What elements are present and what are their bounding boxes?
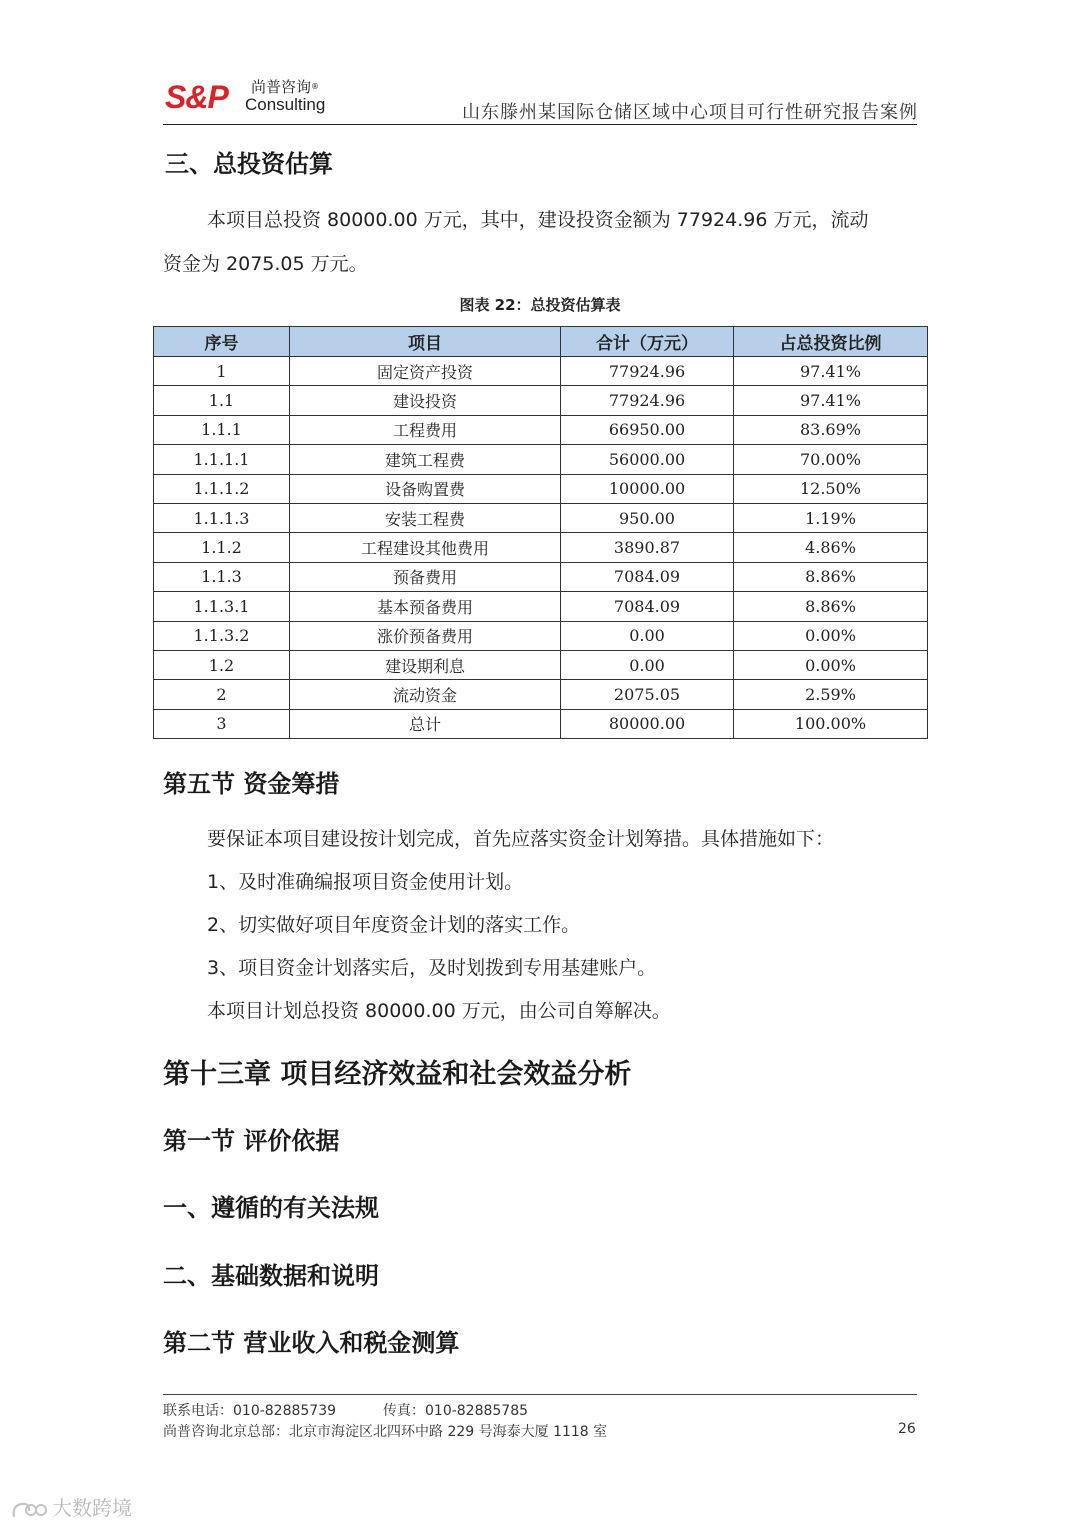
- row-item: 设备购置费: [290, 474, 561, 503]
- row-amount: 3890.87: [561, 533, 734, 562]
- document-title: 山东滕州某国际仓储区域中心项目可行性研究报告案例: [462, 102, 918, 123]
- table-row: [154, 562, 928, 591]
- list-item: 1、及时准确编报项目资金使用计划。: [207, 871, 524, 893]
- investment-table: [153, 326, 928, 739]
- row-amount: 7084.09: [561, 592, 734, 621]
- footer-phone: 联系电话：010-82885739: [163, 1403, 337, 1419]
- table-row: [154, 386, 928, 415]
- row-amount: 77924.96: [561, 386, 734, 415]
- row-item: 工程费用: [290, 415, 561, 444]
- row-share: 97.41%: [734, 357, 928, 386]
- table-header-row: [154, 327, 928, 357]
- registered-mark: ®: [311, 82, 320, 91]
- subsection-heading: 一、遵循的有关法规: [163, 1194, 379, 1222]
- table-row: [154, 650, 928, 679]
- table-row: [154, 680, 928, 709]
- row-share: 0.00%: [734, 650, 928, 679]
- section-heading-funding: 第五节 资金筹措: [163, 770, 340, 798]
- watermark: [10, 1492, 132, 1521]
- row-item: 预备费用: [290, 562, 561, 591]
- logo-english-name: Consulting: [245, 95, 326, 114]
- section-heading: 第一节 评价依据: [163, 1127, 340, 1155]
- row-amount: 2075.05: [561, 680, 734, 709]
- section-heading-investment: 三、总投资估算: [165, 150, 333, 178]
- list-item: 2、切实做好项目年度资金计划的落实工作。: [207, 914, 581, 936]
- paragraph-line: 资金为 2075.05 万元。: [163, 253, 368, 275]
- row-number: 1.1.2: [154, 533, 290, 562]
- row-item: 建设期利息: [290, 650, 561, 679]
- column-header: 序号: [154, 327, 290, 357]
- row-number: 1.1.3: [154, 562, 290, 591]
- row-amount: 66950.00: [561, 415, 734, 444]
- row-item: 流动资金: [290, 680, 561, 709]
- footer-address: 尚普咨询北京总部：北京市海淀区北四环中路 229 号海泰大厦 1118 室: [163, 1424, 608, 1440]
- row-number: 1: [154, 357, 290, 386]
- row-item: 总计: [290, 709, 561, 738]
- row-item: 建筑工程费: [290, 445, 561, 474]
- column-header: 占总投资比例: [734, 327, 928, 357]
- row-share: 0.00%: [734, 621, 928, 650]
- paragraph-line: 本项目计划总投资 80000.00 万元，由公司自筹解决。: [207, 1000, 671, 1022]
- table-row: [154, 709, 928, 738]
- paragraph-line: 要保证本项目建设按计划完成，首先应落实资金计划筹措。具体措施如下：: [207, 828, 835, 850]
- row-number: 1.1.1.3: [154, 503, 290, 532]
- header-divider: [163, 124, 917, 125]
- section-heading: 第二节 营业收入和税金测算: [163, 1329, 460, 1357]
- row-amount: 80000.00: [561, 709, 734, 738]
- row-number: 1.1.3.1: [154, 592, 290, 621]
- row-item: 涨价预备费用: [290, 621, 561, 650]
- column-header: 项目: [290, 327, 561, 357]
- row-share: 100.00%: [734, 709, 928, 738]
- row-number: 2: [154, 680, 290, 709]
- company-logo: [165, 78, 335, 118]
- row-share: 12.50%: [734, 474, 928, 503]
- page-number: 26: [898, 1421, 916, 1437]
- row-number: 3: [154, 709, 290, 738]
- row-number: 1.1.3.2: [154, 621, 290, 650]
- row-amount: 77924.96: [561, 357, 734, 386]
- table-row: [154, 621, 928, 650]
- row-item: 基本预备费用: [290, 592, 561, 621]
- row-number: 1.2: [154, 650, 290, 679]
- row-number: 1.1: [154, 386, 290, 415]
- table-row: [154, 445, 928, 474]
- table-body: [154, 357, 928, 739]
- subsection-heading: 二、基础数据和说明: [163, 1262, 379, 1290]
- table-caption: 图表 22：总投资估算表: [459, 296, 621, 314]
- row-item: 建设投资: [290, 386, 561, 415]
- row-number: 1.1.1.2: [154, 474, 290, 503]
- row-share: 8.86%: [734, 562, 928, 591]
- row-amount: 10000.00: [561, 474, 734, 503]
- row-number: 1.1.1: [154, 415, 290, 444]
- row-item: 固定资产投资: [290, 357, 561, 386]
- footer-fax: 传真：010-82885785: [383, 1403, 529, 1419]
- list-item: 3、项目资金计划落实后，及时划拨到专用基建账户。: [207, 957, 657, 979]
- logo-mark: S&P: [165, 79, 228, 115]
- row-item: 安装工程费: [290, 503, 561, 532]
- row-amount: 56000.00: [561, 445, 734, 474]
- table-row: [154, 474, 928, 503]
- table-row: [154, 503, 928, 532]
- row-amount: 950.00: [561, 503, 734, 532]
- row-share: 1.19%: [734, 503, 928, 532]
- watermark-logo-icon: [10, 1499, 48, 1521]
- row-item: 工程建设其他费用: [290, 533, 561, 562]
- logo-chinese-name: 尚普咨询®: [251, 78, 320, 96]
- row-number: 1.1.1.1: [154, 445, 290, 474]
- table-row: [154, 357, 928, 386]
- row-amount: 0.00: [561, 621, 734, 650]
- paragraph-line: 本项目总投资 80000.00 万元，其中，建设投资金额为 77924.96 万元，流动: [207, 209, 869, 231]
- table-row: [154, 592, 928, 621]
- row-amount: 0.00: [561, 650, 734, 679]
- row-share: 70.00%: [734, 445, 928, 474]
- row-share: 8.86%: [734, 592, 928, 621]
- row-amount: 7084.09: [561, 562, 734, 591]
- chapter-heading: 第十三章 项目经济效益和社会效益分析: [163, 1059, 632, 1090]
- row-share: 4.86%: [734, 533, 928, 562]
- row-share: 83.69%: [734, 415, 928, 444]
- row-share: 97.41%: [734, 386, 928, 415]
- watermark-text: 大数跨境: [52, 1496, 132, 1520]
- table-row: [154, 533, 928, 562]
- row-share: 2.59%: [734, 680, 928, 709]
- column-header: 合计（万元）: [561, 327, 734, 357]
- table-row: [154, 415, 928, 444]
- footer-divider: [163, 1394, 917, 1395]
